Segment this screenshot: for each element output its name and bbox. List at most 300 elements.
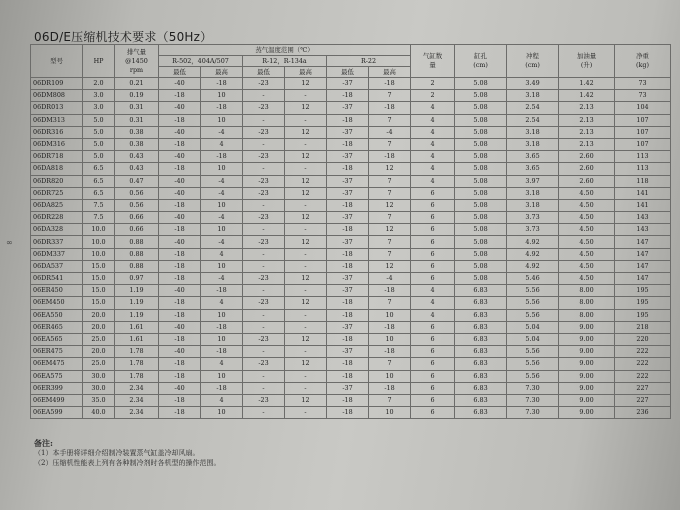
cell-hp: 15.0 xyxy=(83,285,115,297)
cell-cylinders: 6 xyxy=(411,199,455,211)
cell-r12-min: - xyxy=(243,382,285,394)
cell-bore: 5.08 xyxy=(455,175,507,187)
cell-hp: 15.0 xyxy=(83,260,115,272)
cell-model: 06DM316 xyxy=(31,138,83,150)
cell-model: 06DR109 xyxy=(31,78,83,90)
cell-r12-max: - xyxy=(285,407,327,419)
cell-stroke: 4.92 xyxy=(507,248,559,260)
cell-r22-max: 7 xyxy=(369,175,411,187)
cell-hp: 20.0 xyxy=(83,321,115,333)
cell-cylinders: 4 xyxy=(411,309,455,321)
table-row xyxy=(31,394,671,406)
notes-section xyxy=(34,438,220,468)
cell-displacement: 1.61 xyxy=(115,321,159,333)
cell-hp: 7.5 xyxy=(83,212,115,224)
cell-stroke: 3.49 xyxy=(507,78,559,90)
cell-bore: 6.83 xyxy=(455,297,507,309)
cell-model: 06DR316 xyxy=(31,126,83,138)
cell-bore: 5.08 xyxy=(455,126,507,138)
cell-r22-min: -18 xyxy=(327,394,369,406)
cell-weight: 147 xyxy=(615,236,671,248)
cell-bore: 6.83 xyxy=(455,309,507,321)
cell-r22-max: 7 xyxy=(369,297,411,309)
table-row xyxy=(31,90,671,102)
cell-hp: 5.0 xyxy=(83,126,115,138)
cell-bore: 6.83 xyxy=(455,346,507,358)
cell-r22-max: 10 xyxy=(369,309,411,321)
cell-r502-max: 4 xyxy=(201,358,243,370)
cell-hp: 5.0 xyxy=(83,151,115,163)
cell-model: 06DM337 xyxy=(31,248,83,260)
cell-hp: 10.0 xyxy=(83,236,115,248)
cell-r12-min: - xyxy=(243,260,285,272)
cell-r502-max: -4 xyxy=(201,126,243,138)
cell-r502-max: -4 xyxy=(201,273,243,285)
cell-r12-max: 12 xyxy=(285,151,327,163)
table-row xyxy=(31,248,671,260)
cell-r22-min: -37 xyxy=(327,236,369,248)
cell-r12-min: -23 xyxy=(243,333,285,345)
cell-r22-max: -18 xyxy=(369,346,411,358)
table-row xyxy=(31,297,671,309)
cell-r502-max: -4 xyxy=(201,236,243,248)
cell-r502-max: 10 xyxy=(201,163,243,175)
cell-r12-max: - xyxy=(285,370,327,382)
cell-r502-min: -40 xyxy=(159,78,201,90)
cell-r12-max: - xyxy=(285,163,327,175)
cell-r502-min: -40 xyxy=(159,151,201,163)
cell-r12-min: -23 xyxy=(243,297,285,309)
cell-r22-max: 10 xyxy=(369,333,411,345)
cell-bore: 6.83 xyxy=(455,370,507,382)
cell-r502-max: -18 xyxy=(201,102,243,114)
cell-r12-min: - xyxy=(243,370,285,382)
cell-oil: 2.13 xyxy=(559,102,615,114)
header-displacement-line3: rpm xyxy=(129,65,144,74)
cell-r22-max: 12 xyxy=(369,199,411,211)
cell-model: 06ER465 xyxy=(31,321,83,333)
cell-displacement: 0.88 xyxy=(115,248,159,260)
table-row xyxy=(31,407,671,419)
cell-r22-max: 7 xyxy=(369,90,411,102)
cell-bore: 5.08 xyxy=(455,138,507,150)
cell-hp: 6.5 xyxy=(83,175,115,187)
cell-weight: 104 xyxy=(615,102,671,114)
cell-cylinders: 6 xyxy=(411,394,455,406)
cell-cylinders: 4 xyxy=(411,297,455,309)
header-displacement-line2: @1450 xyxy=(125,56,148,65)
cell-r502-max: 10 xyxy=(201,114,243,126)
cell-cylinders: 4 xyxy=(411,163,455,175)
cell-bore: 6.83 xyxy=(455,333,507,345)
header-r12-min: 最低 xyxy=(243,67,285,78)
table-row xyxy=(31,114,671,126)
table-row xyxy=(31,187,671,199)
header-hp: HP xyxy=(83,45,115,78)
cell-r502-max: 10 xyxy=(201,224,243,236)
cell-r22-min: -37 xyxy=(327,346,369,358)
header-stroke-line2: (cm) xyxy=(525,61,540,69)
cell-cylinders: 4 xyxy=(411,138,455,150)
cell-r502-min: -18 xyxy=(159,407,201,419)
cell-stroke: 5.56 xyxy=(507,370,559,382)
cell-r502-min: -40 xyxy=(159,346,201,358)
cell-r502-max: 10 xyxy=(201,260,243,272)
cell-cylinders: 6 xyxy=(411,382,455,394)
cell-hp: 20.0 xyxy=(83,309,115,321)
cell-r502-max: 10 xyxy=(201,90,243,102)
cell-displacement: 1.78 xyxy=(115,346,159,358)
cell-stroke: 3.65 xyxy=(507,163,559,175)
cell-weight: 113 xyxy=(615,151,671,163)
cell-cylinders: 6 xyxy=(411,333,455,345)
cell-cylinders: 6 xyxy=(411,212,455,224)
cell-r502-min: -18 xyxy=(159,114,201,126)
cell-r502-max: -4 xyxy=(201,187,243,199)
cell-oil: 2.13 xyxy=(559,138,615,150)
cell-stroke: 3.73 xyxy=(507,212,559,224)
header-stroke xyxy=(507,45,559,78)
cell-displacement: 0.38 xyxy=(115,126,159,138)
table-row xyxy=(31,175,671,187)
cell-model: 06ER450 xyxy=(31,285,83,297)
cell-cylinders: 4 xyxy=(411,175,455,187)
cell-r22-max: 7 xyxy=(369,212,411,224)
cell-cylinders: 6 xyxy=(411,273,455,285)
cell-r12-max: 12 xyxy=(285,297,327,309)
table-row xyxy=(31,236,671,248)
cell-cylinders: 6 xyxy=(411,370,455,382)
cell-weight: 195 xyxy=(615,309,671,321)
header-cylinders-line2: 量 xyxy=(429,61,436,69)
cell-bore: 6.83 xyxy=(455,407,507,419)
cell-r12-max: 12 xyxy=(285,394,327,406)
cell-oil: 9.00 xyxy=(559,394,615,406)
cell-r22-max: -18 xyxy=(369,78,411,90)
cell-bore: 6.83 xyxy=(455,321,507,333)
cell-oil: 9.00 xyxy=(559,358,615,370)
cell-r12-max: - xyxy=(285,382,327,394)
cell-displacement: 0.19 xyxy=(115,90,159,102)
cell-r502-min: -18 xyxy=(159,138,201,150)
cell-model: 06DA537 xyxy=(31,260,83,272)
cell-r22-min: -18 xyxy=(327,309,369,321)
cell-hp: 40.0 xyxy=(83,407,115,419)
cell-model: 06DR725 xyxy=(31,187,83,199)
cell-model: 06ER475 xyxy=(31,346,83,358)
cell-r12-min: - xyxy=(243,346,285,358)
cell-oil: 9.00 xyxy=(559,321,615,333)
cell-stroke: 5.56 xyxy=(507,309,559,321)
cell-cylinders: 6 xyxy=(411,248,455,260)
table-row xyxy=(31,273,671,285)
cell-model: 06DR718 xyxy=(31,151,83,163)
table-row xyxy=(31,370,671,382)
cell-oil: 4.50 xyxy=(559,248,615,260)
cell-model: 06DA818 xyxy=(31,163,83,175)
cell-r502-min: -40 xyxy=(159,187,201,199)
cell-r12-max: 12 xyxy=(285,175,327,187)
cell-r502-max: -18 xyxy=(201,346,243,358)
cell-oil: 4.50 xyxy=(559,212,615,224)
cell-stroke: 3.18 xyxy=(507,90,559,102)
cell-r502-min: -18 xyxy=(159,273,201,285)
cell-r502-min: -18 xyxy=(159,248,201,260)
cell-hp: 25.0 xyxy=(83,333,115,345)
notes-heading: 备注: xyxy=(34,438,53,448)
table-row xyxy=(31,309,671,321)
table-row xyxy=(31,285,671,297)
cell-r22-max: 7 xyxy=(369,236,411,248)
cell-r22-min: -18 xyxy=(327,407,369,419)
cell-oil: 9.00 xyxy=(559,382,615,394)
cell-oil: 9.00 xyxy=(559,407,615,419)
cell-r12-max: 12 xyxy=(285,78,327,90)
table-row xyxy=(31,224,671,236)
cell-bore: 5.08 xyxy=(455,90,507,102)
cell-bore: 5.08 xyxy=(455,187,507,199)
cell-displacement: 0.43 xyxy=(115,163,159,175)
cell-r12-min: -23 xyxy=(243,78,285,90)
cell-r22-min: -37 xyxy=(327,212,369,224)
cell-r12-min: - xyxy=(243,248,285,260)
cell-weight: 195 xyxy=(615,297,671,309)
header-bore xyxy=(455,45,507,78)
cell-displacement: 0.66 xyxy=(115,224,159,236)
header-evap-range: 蒸气温度范围（℃） xyxy=(159,45,411,56)
header-cylinders xyxy=(411,45,455,78)
cell-cylinders: 6 xyxy=(411,260,455,272)
cell-oil: 8.00 xyxy=(559,285,615,297)
cell-displacement: 0.66 xyxy=(115,212,159,224)
cell-stroke: 5.56 xyxy=(507,346,559,358)
cell-cylinders: 6 xyxy=(411,321,455,333)
cell-oil: 2.13 xyxy=(559,114,615,126)
cell-stroke: 4.92 xyxy=(507,260,559,272)
cell-weight: 147 xyxy=(615,260,671,272)
cell-hp: 10.0 xyxy=(83,224,115,236)
cell-bore: 5.08 xyxy=(455,199,507,211)
cell-r12-max: - xyxy=(285,346,327,358)
cell-weight: 220 xyxy=(615,333,671,345)
cell-model: 06EM475 xyxy=(31,358,83,370)
cell-r22-max: 7 xyxy=(369,187,411,199)
cell-hp: 15.0 xyxy=(83,297,115,309)
cell-r22-min: -37 xyxy=(327,78,369,90)
cell-weight: 236 xyxy=(615,407,671,419)
cell-r22-min: -37 xyxy=(327,285,369,297)
cell-r22-min: -18 xyxy=(327,114,369,126)
cell-weight: 143 xyxy=(615,212,671,224)
cell-r502-min: -40 xyxy=(159,321,201,333)
cell-r502-min: -40 xyxy=(159,285,201,297)
cell-r22-min: -37 xyxy=(327,175,369,187)
cell-displacement: 0.88 xyxy=(115,260,159,272)
cell-oil: 2.60 xyxy=(559,151,615,163)
cell-stroke: 2.54 xyxy=(507,114,559,126)
cell-hp: 5.0 xyxy=(83,114,115,126)
cell-r502-max: 10 xyxy=(201,407,243,419)
cell-hp: 3.0 xyxy=(83,90,115,102)
header-oil-line1: 加油量 xyxy=(576,52,597,60)
cell-r22-min: -18 xyxy=(327,358,369,370)
cell-r12-min: -23 xyxy=(243,273,285,285)
header-r502-max: 最高 xyxy=(201,67,243,78)
cell-r12-min: - xyxy=(243,163,285,175)
header-r502-min: 最低 xyxy=(159,67,201,78)
table-row xyxy=(31,358,671,370)
cell-stroke: 2.54 xyxy=(507,102,559,114)
cell-bore: 5.08 xyxy=(455,114,507,126)
cell-displacement: 1.61 xyxy=(115,333,159,345)
note-line-1: （1）本手册将详细介绍制冷装置蒸气缸盖冷却风扇。 xyxy=(34,449,200,457)
header-r502: R-502，404A/507 xyxy=(159,56,243,67)
cell-r22-max: -18 xyxy=(369,382,411,394)
cell-weight: 222 xyxy=(615,358,671,370)
cell-hp: 6.5 xyxy=(83,187,115,199)
cell-weight: 218 xyxy=(615,321,671,333)
header-model: 型号 xyxy=(31,45,83,78)
cell-displacement: 1.19 xyxy=(115,285,159,297)
cell-stroke: 4.92 xyxy=(507,236,559,248)
cell-bore: 5.08 xyxy=(455,236,507,248)
cell-r22-max: 7 xyxy=(369,114,411,126)
cell-model: 06EA565 xyxy=(31,333,83,345)
cell-r12-max: 12 xyxy=(285,273,327,285)
cell-r22-max: 12 xyxy=(369,163,411,175)
cell-oil: 4.50 xyxy=(559,273,615,285)
cell-r502-min: -18 xyxy=(159,394,201,406)
cell-oil: 1.42 xyxy=(559,90,615,102)
table-row xyxy=(31,78,671,90)
cell-r12-min: -23 xyxy=(243,151,285,163)
cell-weight: 73 xyxy=(615,78,671,90)
cell-r22-min: -18 xyxy=(327,90,369,102)
cell-weight: 113 xyxy=(615,163,671,175)
cell-stroke: 3.97 xyxy=(507,175,559,187)
cell-displacement: 0.47 xyxy=(115,175,159,187)
cell-stroke: 5.56 xyxy=(507,285,559,297)
cell-hp: 7.5 xyxy=(83,199,115,211)
cell-r22-min: -37 xyxy=(327,187,369,199)
margin-mark: ∞ xyxy=(6,238,13,247)
cell-oil: 4.50 xyxy=(559,260,615,272)
table-row xyxy=(31,333,671,345)
cell-r12-max: 12 xyxy=(285,358,327,370)
table-row xyxy=(31,163,671,175)
cell-stroke: 3.18 xyxy=(507,199,559,211)
cell-r502-min: -40 xyxy=(159,212,201,224)
cell-r502-min: -40 xyxy=(159,102,201,114)
cell-cylinders: 4 xyxy=(411,114,455,126)
header-cylinders-line1: 气缸数 xyxy=(422,52,443,60)
cell-oil: 8.00 xyxy=(559,309,615,321)
cell-r22-min: -37 xyxy=(327,273,369,285)
cell-r12-min: -23 xyxy=(243,175,285,187)
table-row xyxy=(31,138,671,150)
cell-r12-min: - xyxy=(243,285,285,297)
header-r12-max: 最高 xyxy=(285,67,327,78)
cell-model: 06DM808 xyxy=(31,90,83,102)
cell-cylinders: 6 xyxy=(411,358,455,370)
table-row xyxy=(31,102,671,114)
cell-displacement: 0.56 xyxy=(115,187,159,199)
cell-r22-max: 7 xyxy=(369,394,411,406)
note-line-2: （2）压缩机性能表上列有各种制冷剂时各机型的操作范围。 xyxy=(34,459,221,467)
cell-model: 06DA328 xyxy=(31,224,83,236)
cell-weight: 107 xyxy=(615,138,671,150)
cell-r22-max: -4 xyxy=(369,126,411,138)
header-r22: R-22 xyxy=(327,56,411,67)
cell-weight: 147 xyxy=(615,273,671,285)
cell-r12-min: -23 xyxy=(243,358,285,370)
cell-r502-min: -18 xyxy=(159,90,201,102)
cell-r22-max: 12 xyxy=(369,224,411,236)
cell-r12-max: 12 xyxy=(285,187,327,199)
cell-cylinders: 4 xyxy=(411,285,455,297)
cell-displacement: 2.34 xyxy=(115,407,159,419)
cell-model: 06DR013 xyxy=(31,102,83,114)
cell-oil: 4.50 xyxy=(559,199,615,211)
cell-stroke: 5.56 xyxy=(507,297,559,309)
cell-r12-min: - xyxy=(243,224,285,236)
cell-weight: 222 xyxy=(615,346,671,358)
cell-oil: 1.42 xyxy=(559,78,615,90)
cell-displacement: 0.88 xyxy=(115,236,159,248)
cell-r502-min: -18 xyxy=(159,260,201,272)
cell-r22-min: -18 xyxy=(327,260,369,272)
cell-cylinders: 4 xyxy=(411,151,455,163)
cell-bore: 6.83 xyxy=(455,285,507,297)
cell-weight: 107 xyxy=(615,114,671,126)
header-stroke-line1: 冲程 xyxy=(526,52,539,60)
cell-r22-max: -18 xyxy=(369,102,411,114)
cell-r502-max: 4 xyxy=(201,138,243,150)
cell-r12-max: - xyxy=(285,285,327,297)
cell-displacement: 2.34 xyxy=(115,394,159,406)
cell-model: 06EA550 xyxy=(31,309,83,321)
cell-r12-max: 12 xyxy=(285,126,327,138)
cell-r502-max: -18 xyxy=(201,285,243,297)
cell-oil: 9.00 xyxy=(559,333,615,345)
cell-stroke: 5.46 xyxy=(507,273,559,285)
cell-r12-min: -23 xyxy=(243,236,285,248)
cell-oil: 2.60 xyxy=(559,163,615,175)
cell-stroke: 7.30 xyxy=(507,407,559,419)
cell-model: 06ER399 xyxy=(31,382,83,394)
cell-r22-max: -4 xyxy=(369,273,411,285)
cell-cylinders: 2 xyxy=(411,78,455,90)
cell-stroke: 3.73 xyxy=(507,224,559,236)
document-title: 06D/E压缩机技术要求（50Hz） xyxy=(34,30,213,44)
table-row xyxy=(31,346,671,358)
cell-r12-min: - xyxy=(243,407,285,419)
cell-model: 06DR337 xyxy=(31,236,83,248)
cell-model: 06DR228 xyxy=(31,212,83,224)
cell-r22-max: 7 xyxy=(369,248,411,260)
cell-r12-max: - xyxy=(285,260,327,272)
cell-hp: 6.5 xyxy=(83,163,115,175)
cell-cylinders: 2 xyxy=(411,90,455,102)
cell-r12-max: - xyxy=(285,248,327,260)
cell-hp: 25.0 xyxy=(83,358,115,370)
cell-r502-max: -18 xyxy=(201,151,243,163)
cell-r502-max: 4 xyxy=(201,394,243,406)
cell-oil: 4.50 xyxy=(559,224,615,236)
header-r12: R-12，R-134a xyxy=(243,56,327,67)
cell-hp: 2.0 xyxy=(83,78,115,90)
compressor-spec-table xyxy=(30,44,671,419)
